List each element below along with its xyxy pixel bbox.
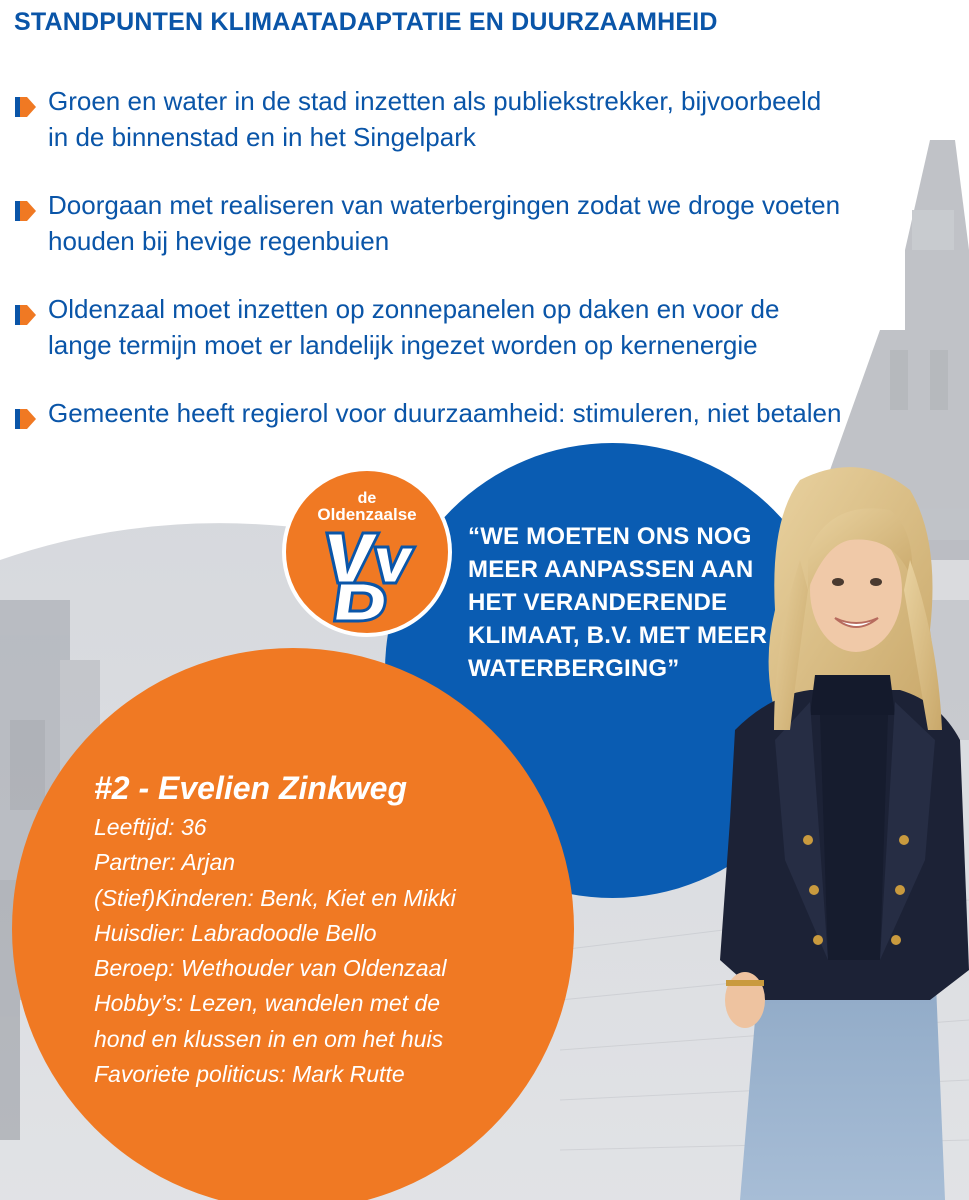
candidate-detail: Hobby’s: Lezen, wandelen met de [94,990,441,1017]
candidate-detail: Leeftijd: 36 [94,814,207,840]
point-line: Oldenzaal moet inzetten op zonnepanelen op daken en voor de [48,294,780,324]
candidate-detail: Partner: Arjan [94,849,236,876]
orange-arrow-bullet-icon [12,406,38,432]
point-line: in de binnenstad en in het Singelpark [48,122,476,152]
candidate-detail: Favoriete politicus: Mark Rutte [94,1061,405,1088]
quote-line: HET VERANDERENDE [468,589,728,616]
point-line: Doorgaan met realiseren van waterbergingen zodat we droge voeten [48,190,841,220]
vvd-wordmark-icon [314,525,424,625]
orange-arrow-bullet-icon [12,302,38,328]
quote-line: MEER AANPASSEN AAN [468,556,754,583]
point-text [48,395,960,431]
point-line: houden bij hevige regenbuien [48,226,390,256]
candidate-photo [690,440,969,1200]
quote-line: “WE MOETEN ONS NOG [468,523,752,550]
point-line: Gemeente heeft regierol voor duurzaamheid: stimuleren, niet betalen [48,398,842,428]
quote-line: WATERBERGING” [468,655,680,682]
orange-arrow-bullet-icon [12,198,38,224]
quote-line: KLIMAAT, B.V. MET MEER [468,622,768,649]
point-text [48,291,960,363]
candidate-detail: Huisdier: Labradoodle Bello [94,919,377,946]
logo-prefix: de [357,490,377,507]
candidate-name: #2 - Evelien Zinkweg [94,770,407,806]
page-title: STANDPUNTEN KLIMAATADAPTATIE EN DUURZAAMHEID [14,8,718,36]
logo-name: Oldenzaalse [317,505,417,524]
point-line: lange termijn moet er landelijk ingezet worden op kernenergie [48,330,758,360]
vvd-logo [282,467,452,637]
candidate-detail: (Stief)Kinderen: Benk, Kiet en Mikki [94,884,456,911]
candidate-detail: hond en klussen in en om het huis [94,1025,444,1052]
point-line: Groen en water in de stad inzetten als publiekstrekker, bijvoorbeeld [48,86,822,116]
candidate-detail: Beroep: Wethouder van Oldenzaal [94,955,447,982]
candidate-info [94,810,564,1092]
point-text [48,187,960,259]
orange-arrow-bullet-icon [12,94,38,120]
point-text [48,83,960,155]
